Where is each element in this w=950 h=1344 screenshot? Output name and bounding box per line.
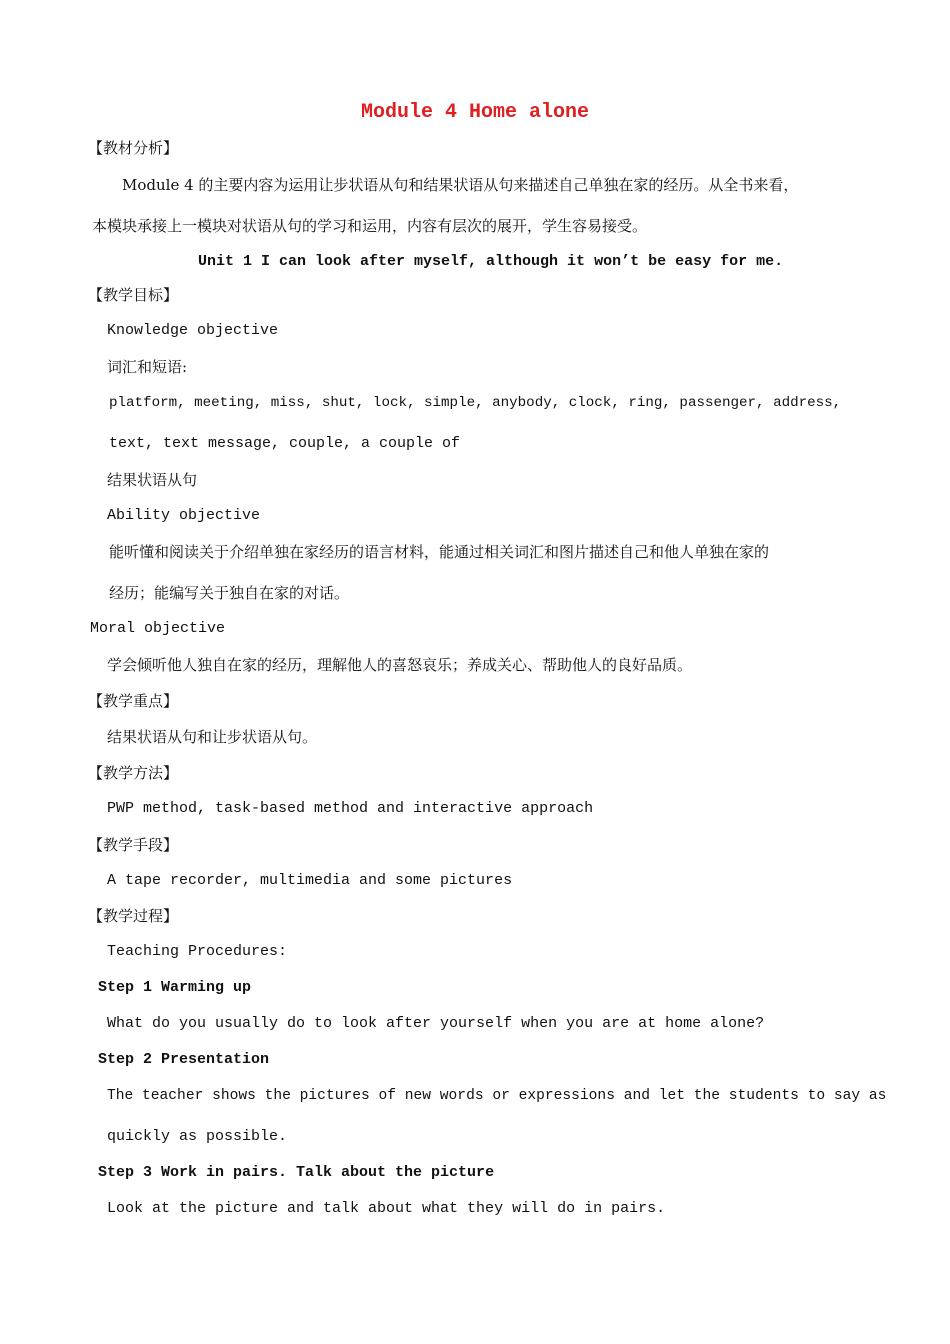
ability-line-1: 能听懂和阅读关于介绍单独在家经历的语言材料，能通过相关词汇和图片描述自己和他人单独在家的 [109, 543, 770, 561]
step-3-text: Look at the picture and talk about what they will do in pairs. [107, 1200, 666, 1217]
result-clause: 结果状语从句 [107, 471, 198, 489]
moral-objective: Moral objective [90, 620, 226, 637]
step-1-title: Step 1 Warming up [98, 979, 252, 996]
step-1-text: What do you usually do to look after yourself when you are at home alone? [107, 1015, 765, 1032]
ability-line-2: 经历；能编写关于独自在家的对话。 [109, 584, 350, 602]
step-2-title: Step 2 Presentation [98, 1051, 270, 1068]
vocab-line-1: platform, meeting, miss, shut, lock, simple, anybody, clock, ring, passenger, address, [109, 395, 842, 411]
step-2-line-2: quickly as possible. [107, 1128, 288, 1145]
heading-methods: 【教学方法】 [88, 764, 179, 782]
material-analysis-line-1: Module 4 的主要内容为运用让步状语从句和结果状语从句来描述自己单独在家的经历。从全书来看， [122, 176, 799, 194]
unit-title: Unit 1 I can look after myself, although it won’t be easy for me. [198, 253, 784, 270]
vocab-line-2: text, text message, couple, a couple of [109, 435, 461, 452]
procedures-label: Teaching Procedures: [107, 943, 288, 960]
document-title: Module 4 Home alone [360, 101, 590, 124]
knowledge-objective: Knowledge objective [107, 322, 279, 339]
heading-means: 【教学手段】 [88, 836, 179, 854]
heading-material-analysis: 【教材分析】 [88, 139, 179, 157]
vocab-label: 词汇和短语: [107, 358, 188, 376]
ability-objective: Ability objective [107, 507, 261, 524]
key-points-text: 结果状语从句和让步状语从句。 [107, 728, 318, 746]
heading-objectives: 【教学目标】 [88, 286, 179, 304]
material-analysis-line-2: 本模块承接上一模块对状语从句的学习和运用，内容有层次的展开，学生容易接受。 [92, 217, 648, 235]
step-2-line-1: The teacher shows the pictures of new words or expressions and let the students to say as [107, 1088, 887, 1104]
means-text: A tape recorder, multimedia and some pictures [107, 872, 513, 889]
heading-process: 【教学过程】 [88, 907, 179, 925]
heading-key-points: 【教学重点】 [88, 692, 179, 710]
step-3-title: Step 3 Work in pairs. Talk about the picture [98, 1164, 495, 1181]
moral-text: 学会倾听他人独自在家的经历，理解他人的喜怒哀乐；养成关心、帮助他人的良好品质。 [107, 656, 693, 674]
methods-text: PWP method, task-based method and interactive approach [107, 800, 594, 817]
